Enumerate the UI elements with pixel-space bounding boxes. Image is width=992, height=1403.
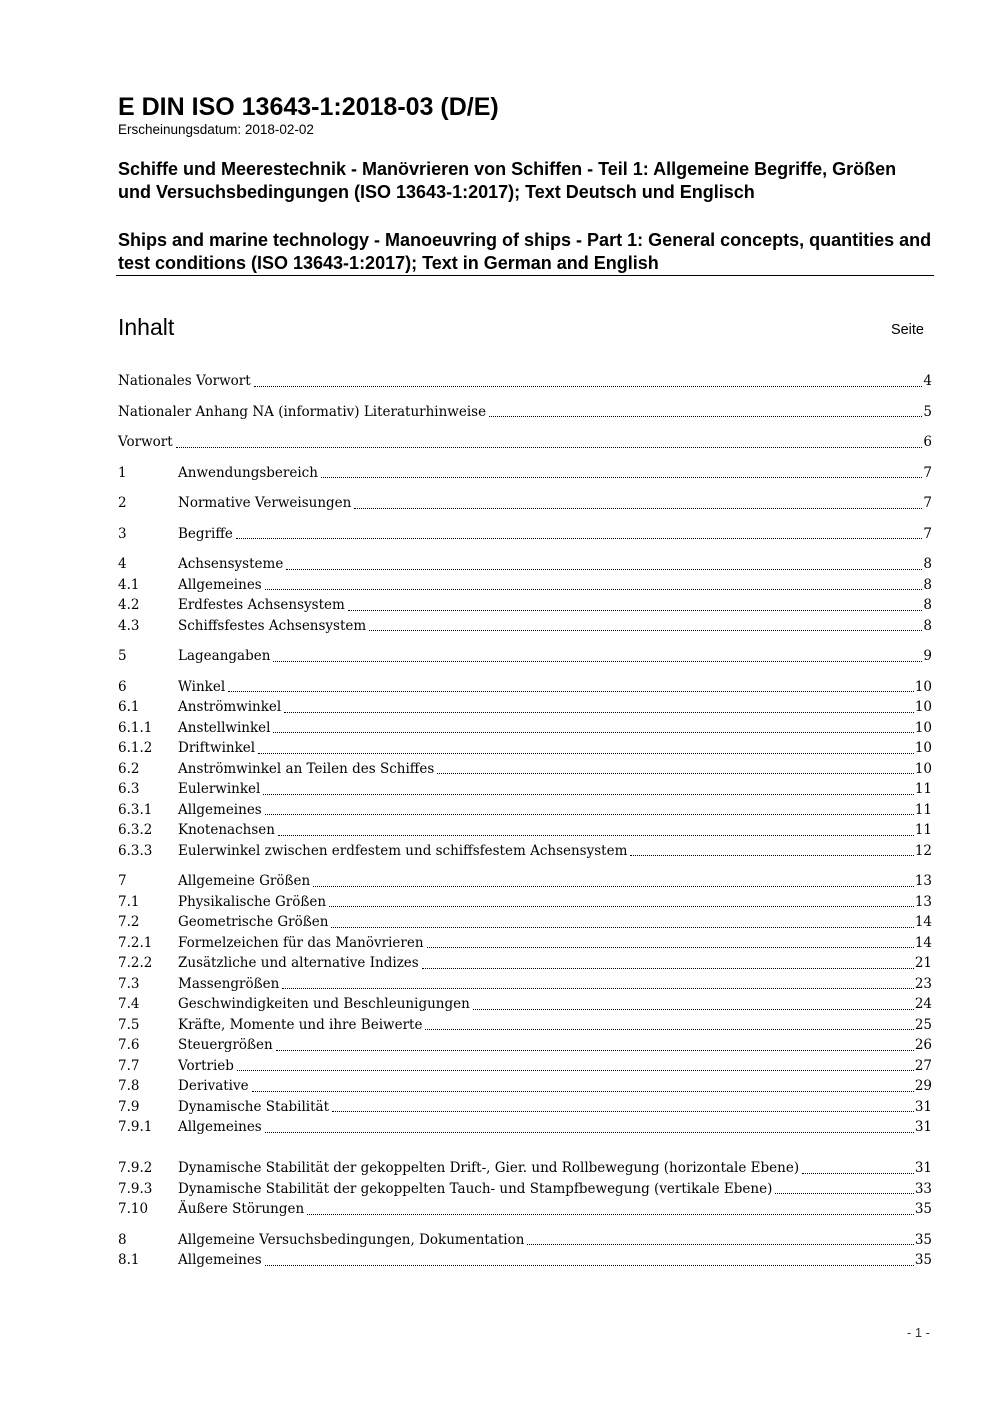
toc-entry-number: 4.2 (118, 597, 140, 613)
toc-entry[interactable] (118, 463, 932, 484)
toc-entry[interactable] (118, 892, 932, 913)
toc-leader-dots (236, 538, 923, 539)
toc-leader-dots (252, 1091, 914, 1092)
toc-entry-title: Allgemeine Größen (178, 873, 311, 889)
toc-leader-dots (489, 416, 922, 417)
toc-leader-dots (348, 610, 923, 611)
toc-entry-page: 29 (914, 1078, 932, 1094)
toc-entry-number: 6 (118, 678, 127, 695)
toc-entry-title: Achsensysteme (178, 556, 284, 572)
toc-entry[interactable] (118, 575, 932, 596)
toc-entry[interactable] (118, 820, 932, 841)
toc-entry-title: Allgemeines (178, 576, 262, 593)
toc-leader-dots (265, 1265, 914, 1266)
toc-entry-title: Anströmwinkel (178, 699, 282, 715)
toc-entry-title: Vorwort (118, 434, 173, 450)
toc-entry[interactable] (118, 646, 932, 667)
toc-entry-page: 26 (914, 1037, 932, 1053)
toc-entry-page: 35 (914, 1201, 932, 1217)
toc-entry-page: 10 (914, 760, 932, 777)
toc-entry-number: 7.2.1 (118, 934, 153, 951)
toc-entry-title: Erdfestes Achsensystem (178, 597, 345, 613)
toc-leader-dots (437, 773, 914, 774)
toc-entry[interactable] (118, 1179, 932, 1200)
toc-entry[interactable] (118, 616, 932, 637)
toc-entry-page: 14 (914, 934, 932, 951)
toc-entry-title: Vortrieb (178, 1057, 234, 1074)
toc-entry-page: 9 (923, 648, 932, 664)
toc-entry-page: 31 (914, 1098, 932, 1115)
toc-entry-page: 8 (923, 597, 932, 613)
toc-entry-number: 6.3 (118, 781, 140, 797)
toc-entry-title: Nationaler Anhang NA (informativ) Literaturhinweise (118, 403, 487, 420)
toc-entry-page: 24 (914, 996, 932, 1012)
toc-entry-number: 7.4 (118, 996, 140, 1012)
toc-entry-number: 7.2.2 (118, 955, 153, 971)
toc-leader-dots (258, 753, 914, 754)
toc-entry[interactable] (118, 779, 932, 800)
toc-leader-dots (265, 589, 923, 590)
title-divider (116, 275, 934, 276)
toc-entry[interactable] (118, 1056, 932, 1077)
toc-entry-number: 7.7 (118, 1057, 140, 1074)
toc-page-column-label: Seite (890, 322, 924, 338)
toc-entry-number: 7.9 (118, 1098, 140, 1115)
toc-leader-dots (228, 691, 914, 692)
toc-entry-page: 10 (914, 740, 932, 756)
toc-entry-title: Anwendungsbereich (178, 464, 318, 481)
toc-leader-dots (331, 927, 913, 928)
toc-entry-number: 8.1 (118, 1252, 140, 1268)
toc-leader-dots (278, 835, 914, 836)
toc-entry-number: 7 (118, 873, 127, 889)
toc-entry-page: 25 (914, 1016, 932, 1033)
toc-entry-number: 7.9.3 (118, 1180, 153, 1197)
toc-heading: Inhalt (118, 314, 175, 340)
toc-entry[interactable] (118, 493, 932, 514)
toc-leader-dots (527, 1244, 913, 1245)
toc-leader-dots (284, 712, 914, 713)
toc-entry[interactable] (118, 1076, 932, 1097)
toc-leader-dots (263, 794, 913, 795)
toc-leader-dots (425, 1029, 913, 1030)
toc-leader-dots (265, 1132, 914, 1133)
toc-entry-page: 21 (914, 955, 932, 971)
toc-entry[interactable] (118, 1199, 932, 1220)
toc-entry-number: 6.3.3 (118, 842, 153, 859)
toc-entry-number: 6.3.1 (118, 801, 153, 818)
toc-entry-number: 7.9.2 (118, 1160, 153, 1176)
toc-entry-title: Lageangaben (178, 648, 271, 664)
toc-entry[interactable] (118, 871, 932, 892)
toc-entry-title: Formelzeichen für das Manövrieren (178, 934, 424, 951)
toc-entry-title: Eulerwinkel zwischen erdfestem und schiffsfestem Achsensystem (178, 842, 628, 859)
toc-entry-page: 35 (914, 1231, 932, 1248)
toc-entry-page: 7 (923, 464, 932, 481)
toc-leader-dots (369, 630, 922, 631)
toc-entry[interactable] (118, 1015, 932, 1036)
toc-leader-dots (321, 477, 922, 478)
toc-entry[interactable] (118, 677, 932, 698)
toc-entry-page: 14 (914, 914, 932, 930)
toc-entry[interactable] (118, 800, 932, 821)
toc-leader-dots (422, 968, 914, 969)
toc-entry-page: 35 (914, 1252, 932, 1268)
toc-entry[interactable] (118, 759, 932, 780)
toc-entry-page: 12 (914, 842, 932, 859)
toc-leader-dots (630, 855, 913, 856)
toc-entry-page: 33 (914, 1180, 932, 1197)
toc-entry-page: 8 (923, 617, 932, 634)
toc-leader-dots (276, 1050, 914, 1051)
toc-entry-page: 8 (923, 576, 932, 593)
toc-entry-number: 6.1.2 (118, 740, 153, 756)
toc-entry-title: Allgemeines (178, 1252, 262, 1268)
toc-entry-number: 4 (118, 556, 127, 572)
toc-entry-title: Dynamische Stabilität der gekoppelten Tauch- und Stampfbewegung (vertikale Ebene) (178, 1180, 773, 1197)
toc-entry-page: 11 (914, 781, 932, 797)
toc-entry[interactable] (118, 554, 932, 575)
toc-entry-title: Geometrische Größen (178, 914, 329, 930)
toc-entry[interactable] (118, 1035, 932, 1056)
toc-entry-title: Begriffe (178, 525, 233, 542)
toc-entry-title: Allgemeine Versuchsbedingungen, Dokumentation (178, 1231, 525, 1248)
toc-entry-page: 6 (923, 434, 932, 450)
toc-entry-page: 31 (914, 1119, 932, 1135)
toc-leader-dots (286, 569, 922, 570)
toc-leader-dots (329, 906, 914, 907)
document-id: E DIN ISO 13643-1:2018-03 (D/E) (118, 93, 499, 121)
toc-entry-title: Normative Verweisungen (178, 495, 352, 511)
toc-entry-title: Steuergrößen (178, 1037, 273, 1053)
toc-entry-title: Winkel (178, 678, 226, 695)
toc-leader-dots (282, 988, 913, 989)
toc-leader-dots (313, 886, 914, 887)
toc-entry-title: Massengrößen (178, 975, 280, 992)
toc-entry[interactable] (118, 1230, 932, 1251)
toc-entry-page: 7 (923, 525, 932, 542)
toc-entry-page: 5 (923, 403, 932, 420)
toc-entry-number: 7.2 (118, 914, 140, 930)
toc-entry-page: 10 (914, 719, 932, 736)
toc-entry-title: Allgemeines (178, 801, 262, 818)
toc-entry-number: 7.10 (118, 1201, 149, 1217)
toc-leader-dots (273, 661, 922, 662)
toc-entry[interactable] (118, 402, 932, 423)
toc-entry-title: Nationales Vorwort (118, 373, 251, 389)
publication-date: Erscheinungsdatum: 2018-02-02 (118, 122, 314, 137)
toc-entry-page: 8 (923, 556, 932, 572)
toc-entry-title: Eulerwinkel (178, 781, 261, 797)
toc-entry-page: 27 (914, 1057, 932, 1074)
toc-leader-dots (265, 814, 914, 815)
toc-entry-number: 7.8 (118, 1078, 140, 1094)
toc-entry-title: Geschwindigkeiten und Beschleunigungen (178, 996, 470, 1012)
toc-entry-number: 6.1.1 (118, 719, 153, 736)
toc-entry-number: 4.3 (118, 617, 140, 634)
toc-entry[interactable] (118, 371, 932, 392)
toc-entry[interactable] (118, 1138, 932, 1179)
toc-entry-title: Dynamische Stabilität der gekoppelten Drift-, Gier. und Rollbewegung (horizontale Ebene) (178, 1160, 800, 1176)
toc-leader-dots (802, 1173, 914, 1174)
toc-entry-number: 1 (118, 464, 127, 481)
toc-entry-number: 5 (118, 648, 127, 664)
footer-page-number: - 1 - (906, 1325, 930, 1340)
toc-leader-dots (273, 732, 913, 733)
toc-leader-dots (354, 508, 922, 509)
toc-entry[interactable] (118, 1097, 932, 1118)
toc-entry-number: 3 (118, 525, 127, 542)
toc-entry-number: 7.3 (118, 975, 140, 992)
toc-leader-dots (775, 1193, 913, 1194)
toc-entry-title: Dynamische Stabilität (178, 1098, 329, 1115)
toc-entry-page: 7 (923, 495, 932, 511)
toc-entry-title: Schiffsfestes Achsensystem (178, 617, 367, 634)
toc-entry-number: 6.3.2 (118, 822, 153, 838)
toc-entry-title: Kräfte, Momente und ihre Beiwerte (178, 1016, 423, 1033)
toc-entry[interactable] (118, 974, 932, 995)
toc-leader-dots (332, 1111, 914, 1112)
toc-leader-dots (254, 386, 923, 387)
toc-entry[interactable] (118, 953, 932, 974)
toc-leader-dots (237, 1070, 914, 1071)
toc-entry[interactable] (118, 524, 932, 545)
toc-entry-number: 2 (118, 495, 127, 511)
toc-entry-page: 23 (914, 975, 932, 992)
toc-entry-title: Allgemeines (178, 1119, 262, 1135)
toc-entry-number: 7.9.1 (118, 1119, 153, 1135)
toc-entry-title: Knotenachsen (178, 822, 275, 838)
toc-leader-dots (307, 1214, 914, 1215)
toc-entry-number: 7.1 (118, 893, 140, 910)
toc-entry[interactable] (118, 697, 932, 718)
toc-entry[interactable] (118, 912, 932, 933)
table-of-contents (118, 371, 932, 1271)
toc-entry-title: Zusätzliche und alternative Indizes (178, 955, 419, 971)
toc-entry-title: Derivative (178, 1078, 249, 1094)
toc-leader-dots (427, 947, 914, 948)
toc-entry-title: Anströmwinkel an Teilen des Schiffes (178, 760, 435, 777)
toc-entry[interactable] (118, 738, 932, 759)
toc-entry[interactable] (118, 432, 932, 453)
toc-entry[interactable] (118, 1250, 932, 1271)
toc-entry-title: Anstellwinkel (178, 719, 271, 736)
toc-entry-number: 6.2 (118, 760, 140, 777)
toc-entry-page: 31 (914, 1160, 932, 1176)
title-english: Ships and marine technology - Manoeuvring of ships - Part 1: General concepts, quantities and test conditions (ISO 13643-1:2017); Text in German and English (118, 230, 932, 273)
title-german: Schiffe und Meerestechnik - Manövrieren von Schiffen - Teil 1: Allgemeine Begriffe, Größen und Versuchsbedingungen (ISO 13643-1:2017); Text Deutsch und Englisch (118, 159, 897, 202)
toc-entry-page: 11 (914, 801, 932, 818)
toc-leader-dots (473, 1009, 914, 1010)
toc-entry[interactable] (118, 718, 932, 739)
toc-entry-number: 7.5 (118, 1016, 140, 1033)
toc-entry-title: Driftwinkel (178, 740, 256, 756)
toc-entry-page: 10 (914, 678, 932, 695)
toc-entry-number: 6.1 (118, 699, 140, 715)
toc-entry-title: Äußere Störungen (178, 1201, 305, 1217)
toc-entry[interactable] (118, 1117, 932, 1138)
toc-entry-number: 8 (118, 1231, 127, 1248)
toc-entry-page: 10 (914, 699, 932, 715)
toc-entry-page: 11 (914, 822, 932, 838)
toc-entry-number: 7.6 (118, 1037, 140, 1053)
toc-entry[interactable] (118, 841, 932, 862)
toc-entry-page: 13 (914, 893, 932, 910)
toc-entry[interactable] (118, 595, 932, 616)
toc-entry-page: 13 (914, 873, 932, 889)
toc-entry[interactable] (118, 994, 932, 1015)
toc-entry[interactable] (118, 933, 932, 954)
toc-leader-dots (176, 447, 923, 448)
toc-entry-page: 4 (923, 373, 932, 389)
toc-entry-number: 4.1 (118, 576, 140, 593)
toc-entry-title: Physikalische Größen (178, 893, 327, 910)
